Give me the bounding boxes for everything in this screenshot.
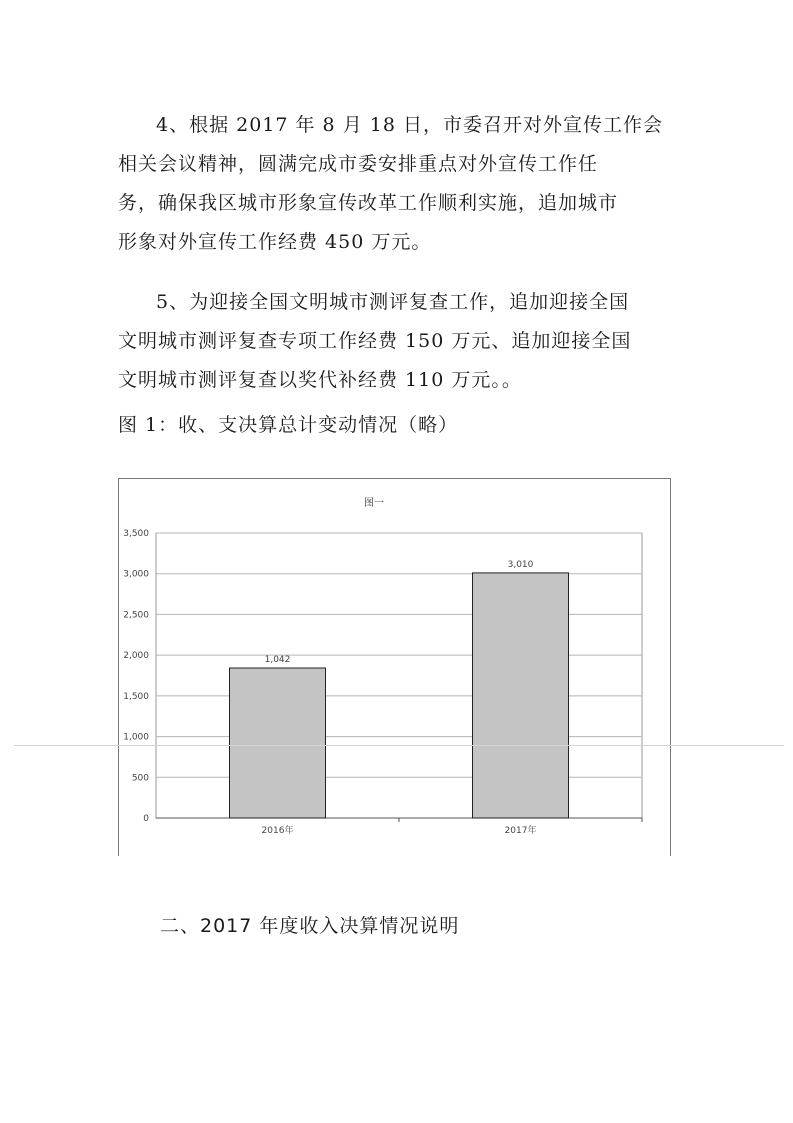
paragraph-line: 5、为迎接全国文明城市测评复查工作，追加迎接全国: [156, 291, 630, 313]
paragraph-line: 形象对外宣传工作经费 450 万元。: [118, 231, 432, 253]
x-tick-label: 2017年: [504, 826, 537, 836]
paragraph-line: 文明城市测评复查专项工作经费 150 万元、追加迎接全国: [118, 330, 632, 352]
paragraph-line: 相关会议精神，圆满完成市委安排重点对外宣传工作任: [118, 153, 599, 175]
chart-container: [118, 478, 671, 856]
figure-caption: 图 1：收、支决算总计变动情况（略）: [118, 414, 459, 436]
paragraph-line: 4、根据 2017 年 8 月 18 日，市委召开对外宣传工作会: [156, 114, 663, 136]
paragraph-item-5: [118, 283, 678, 400]
section-heading: 二、2017 年度收入决算情况说明: [160, 915, 460, 937]
y-tick-label: 0: [143, 814, 149, 824]
bar-2016年: [230, 668, 326, 818]
y-tick-label: 3,000: [123, 569, 149, 580]
y-tick-label: 2,500: [123, 610, 149, 621]
y-tick-label: 1,000: [123, 732, 149, 743]
scan-artifact-line: [14, 745, 784, 746]
paragraph-line: 务，确保我区城市形象宣传改革工作顺利实施，追加城市: [118, 192, 619, 214]
y-tick-label: 500: [131, 773, 149, 784]
chart-title: 图一: [364, 498, 384, 509]
y-tick-label: 2,000: [123, 651, 149, 662]
y-tick-label: 3,500: [123, 529, 149, 539]
x-tick-label: 2016年: [261, 826, 294, 836]
bar-2017年: [473, 573, 569, 818]
plot-area-border: [156, 533, 642, 818]
paragraph-line: 文明城市测评复查以奖代补经费 110 万元。。: [118, 369, 522, 391]
paragraph-item-4: [118, 106, 678, 262]
bar-chart: [119, 479, 672, 857]
y-tick-label: 1,500: [123, 691, 149, 702]
data-label: 3,010: [507, 559, 534, 570]
data-label: 1,042: [264, 655, 291, 666]
